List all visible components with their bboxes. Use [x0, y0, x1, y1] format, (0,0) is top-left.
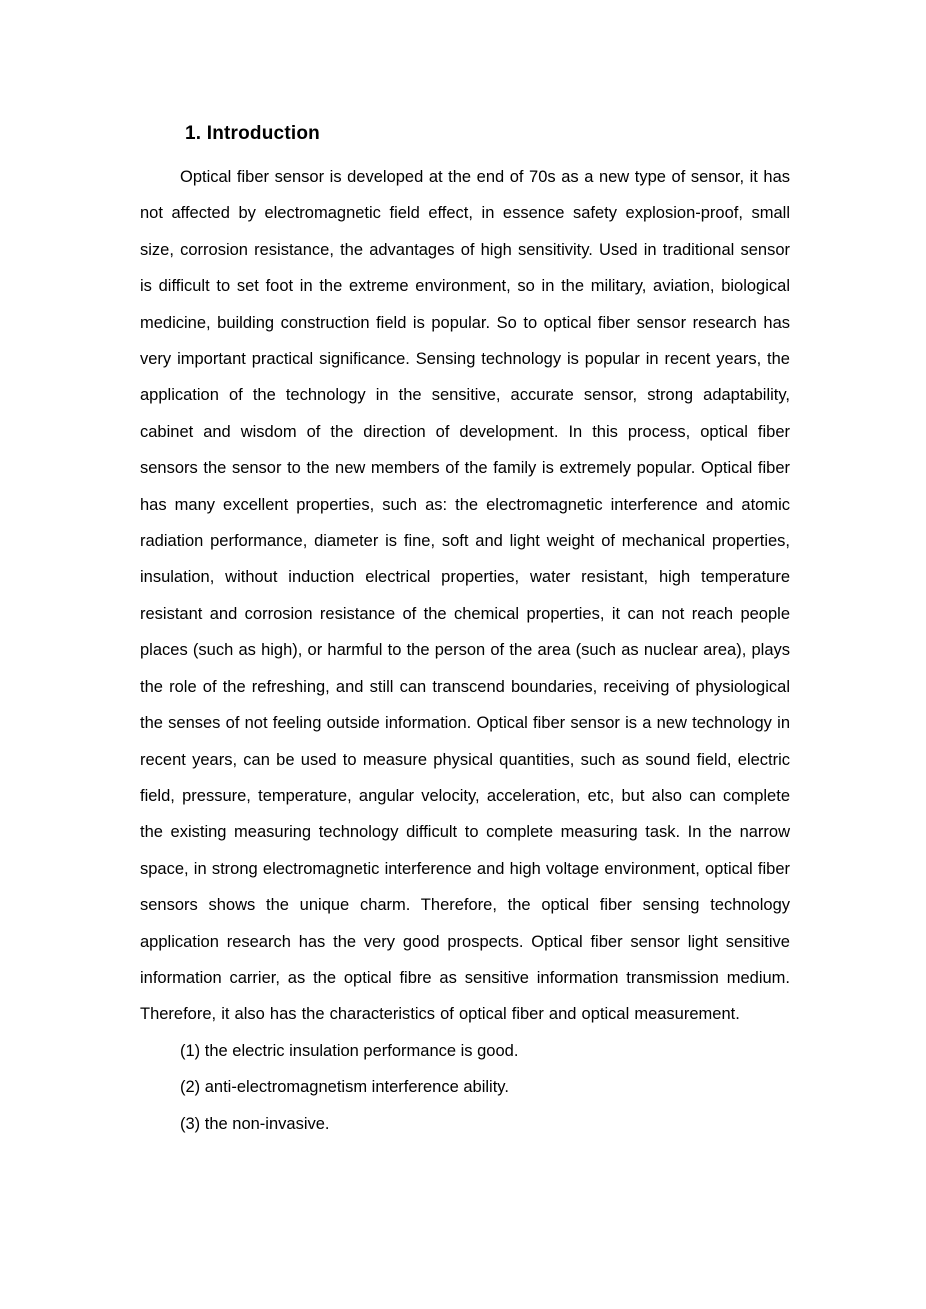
body-paragraph: Optical fiber sensor is developed at the end of 70s as a new type of sensor, it has not affected by electromagnetic field effect, in essence safety explosion-proof, small size, corrosion resistance, the advantages of high sensitivity. Used in traditional sensor is difficult to set foot in the extreme environment, so in the military, aviation, biological medicine, building construction field is popular. So to optical fiber sensor research has very important practical significance. Sensing technology is popular in recent years, the application of the technology in the sensitive, accurate sensor, strong adaptability, cabinet and wisdom of the direction of development. In this process, optical fiber sensors the sensor to the new members of the family is extremely popular. Optical fiber has many excellent properties, such as: the electromagnetic interference and atomic radiation performance, diameter is fine, soft and light weight of mechanical properties, insulation, without induction electrical properties, water resistant, high temperature resistant and corrosion resistance of the chemical properties, it can not reach people places (such as high), or harmful to the person of the area (such as nuclear area), plays the role of the refreshing, and still can transcend boundaries, receiving of physiological the senses of not feeling outside information. Optical fiber sensor is a new technology in recent years, can be used to measure physical quantities, such as sound field, electric field, pressure, temperature, angular velocity, acceleration, etc, but also can complete the existing measuring technology difficult to complete measuring task. In the narrow space, in strong electromagnetic interference and high voltage environment, optical fiber sensors shows the unique charm. Therefore, the optical fiber sensing technology application research has the very good prospects. Optical fiber sensor light sensitive information carrier, as the optical fibre as sensitive information transmission medium. Therefore, it also has the characteristics of optical fiber and optical measurement. — [140, 168, 790, 1024]
list-item: (1) the electric insulation performance is good. — [180, 1041, 519, 1060]
section-heading: 1. Introduction — [185, 123, 320, 144]
list-item: (2) anti-electromagnetism interference ability. — [180, 1078, 509, 1097]
numbered-list — [140, 1033, 790, 1142]
list-item: (3) the non-invasive. — [180, 1114, 330, 1133]
